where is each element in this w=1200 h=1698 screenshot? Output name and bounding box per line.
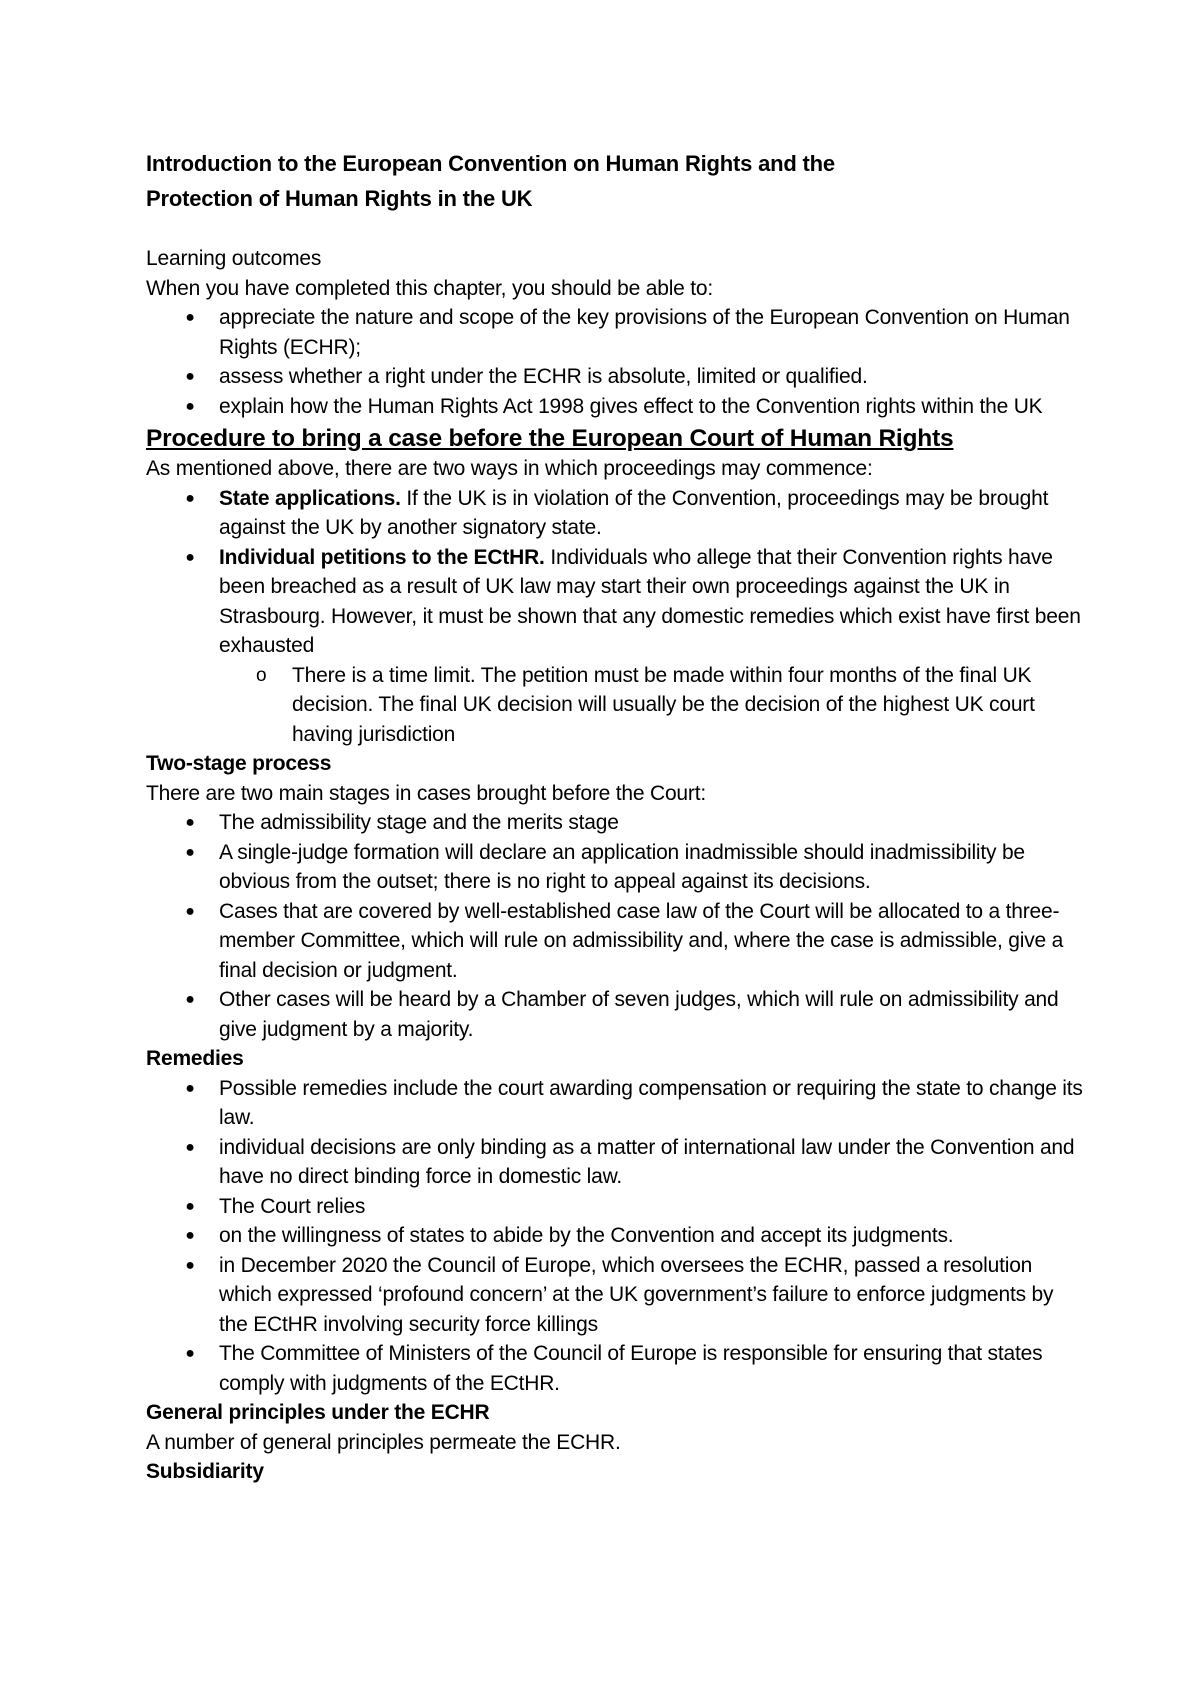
bullet-icon: ● xyxy=(185,1197,195,1215)
list-item: ● in December 2020 the Council of Europe, which oversees the ECHR, passed a resolution which expressed ‘profound concern’ at the UK government’s failure to enforce judgments by the ECtHR involving security force killings xyxy=(219,1251,1086,1340)
list-item: ● appreciate the nature and scope of the key provisions of the European Convention on Human Rights (ECHR); xyxy=(219,303,1086,362)
procedure-sub-list xyxy=(219,661,1086,750)
bullet-icon: ● xyxy=(185,397,195,415)
bullet-icon: ● xyxy=(185,814,195,831)
list-item: ● Individual petitions to the ECtHR. Individuals who allege that their Convention rights have been breached as a result of UK law may start their own proceedings against the UK in Strasbourg. However, it must be shown that any domestic remedies which exist have first been exhausted o There is a time limit. The petition must be made within four months of the final UK decision. The final UK decision will usually be the decision of the highest UK court having jurisdiction xyxy=(219,543,1086,750)
learning-outcomes-list xyxy=(146,303,1086,421)
list-item: ● State applications. If the UK is in violation of the Convention, proceedings may be brought against the UK by another signatory state. xyxy=(219,484,1086,543)
bullet-icon: ● xyxy=(185,1079,195,1097)
list-item: ● The admissibility stage and the merits stage xyxy=(219,808,1086,838)
learning-outcomes-intro: When you have completed this chapter, you should be able to: xyxy=(146,276,714,300)
list-item: ● The Court relies xyxy=(219,1192,1086,1222)
two-stage-list xyxy=(146,808,1086,1044)
list-item: ● A single-judge formation will declare an application inadmissible should inadmissibility be obvious from the outset; there is no right to appeal against its decisions. xyxy=(219,838,1086,897)
list-item: ● individual decisions are only binding as a matter of international law under the Convention and have no direct binding force in domestic law. xyxy=(219,1133,1086,1192)
bullet-icon: ● xyxy=(185,843,195,861)
general-principles-heading: General principles under the ECHR xyxy=(146,1401,490,1424)
title-line-1: Introduction to the European Convention on Human Rights and the xyxy=(146,151,835,176)
list-item: ● explain how the Human Rights Act 1998 gives effect to the Convention rights within the UK xyxy=(219,392,1086,422)
bullet-icon: ● xyxy=(185,1256,195,1274)
two-stage-heading: Two-stage process xyxy=(146,752,332,775)
list-item: ● on the willingness of states to abide by the Convention and accept its judgments. xyxy=(219,1221,1086,1251)
procedure-list xyxy=(146,484,1086,750)
procedure-intro: As mentioned above, there are two ways in which proceedings may commence: xyxy=(146,457,873,480)
document-title xyxy=(146,146,1086,216)
bullet-icon: ● xyxy=(185,309,195,326)
bullet-icon: ● xyxy=(185,1138,195,1156)
subsidiarity-heading: Subsidiarity xyxy=(146,1460,264,1483)
remedies-list xyxy=(146,1074,1086,1399)
bullet-icon: ● xyxy=(185,548,195,566)
list-item: ● Possible remedies include the court awarding compensation or requiring the state to change its law. xyxy=(219,1074,1086,1133)
item-lead: Individual petitions to the ECtHR. xyxy=(219,545,545,569)
bullet-icon: ● xyxy=(185,991,195,1008)
title-line-2: Protection of Human Rights in the UK xyxy=(146,186,533,211)
bullet-icon: ● xyxy=(185,902,195,920)
bullet-icon: ● xyxy=(185,368,195,385)
bullet-icon: ● xyxy=(185,489,195,507)
document-page xyxy=(146,146,1086,1487)
general-principles-intro: A number of general principles permeate the ECHR. xyxy=(146,1430,621,1454)
bullet-icon: ● xyxy=(185,1227,195,1244)
procedure-heading: Procedure to bring a case before the European Court of Human Rights xyxy=(146,425,954,452)
list-item: ● Cases that are covered by well-established case law of the Court will be allocated to a three- member Committee, which will rule on admissibility and, where the case is admissible, give a final decision or judgment. xyxy=(219,897,1086,986)
sub-list-item: o There is a time limit. The petition must be made within four months of the final UK decision. The final UK decision will usually be the decision of the highest UK court having jurisdiction xyxy=(292,661,1086,750)
learning-outcomes-heading: Learning outcomes xyxy=(146,247,322,270)
remedies-heading: Remedies xyxy=(146,1047,244,1070)
bullet-icon: ● xyxy=(185,1345,195,1362)
list-item: ● The Committee of Ministers of the Council of Europe is responsible for ensuring that states comply with judgments of the ECtHR. xyxy=(219,1339,1086,1398)
two-stage-intro: There are two main stages in cases brought before the Court: xyxy=(146,781,706,805)
list-item: ● Other cases will be heard by a Chamber of seven judges, which will rule on admissibility and give judgment by a majority. xyxy=(219,985,1086,1044)
item-lead: State applications. xyxy=(219,486,401,510)
circle-bullet-icon: o xyxy=(256,664,267,686)
list-item: ● assess whether a right under the ECHR is absolute, limited or qualified. xyxy=(219,362,1086,392)
